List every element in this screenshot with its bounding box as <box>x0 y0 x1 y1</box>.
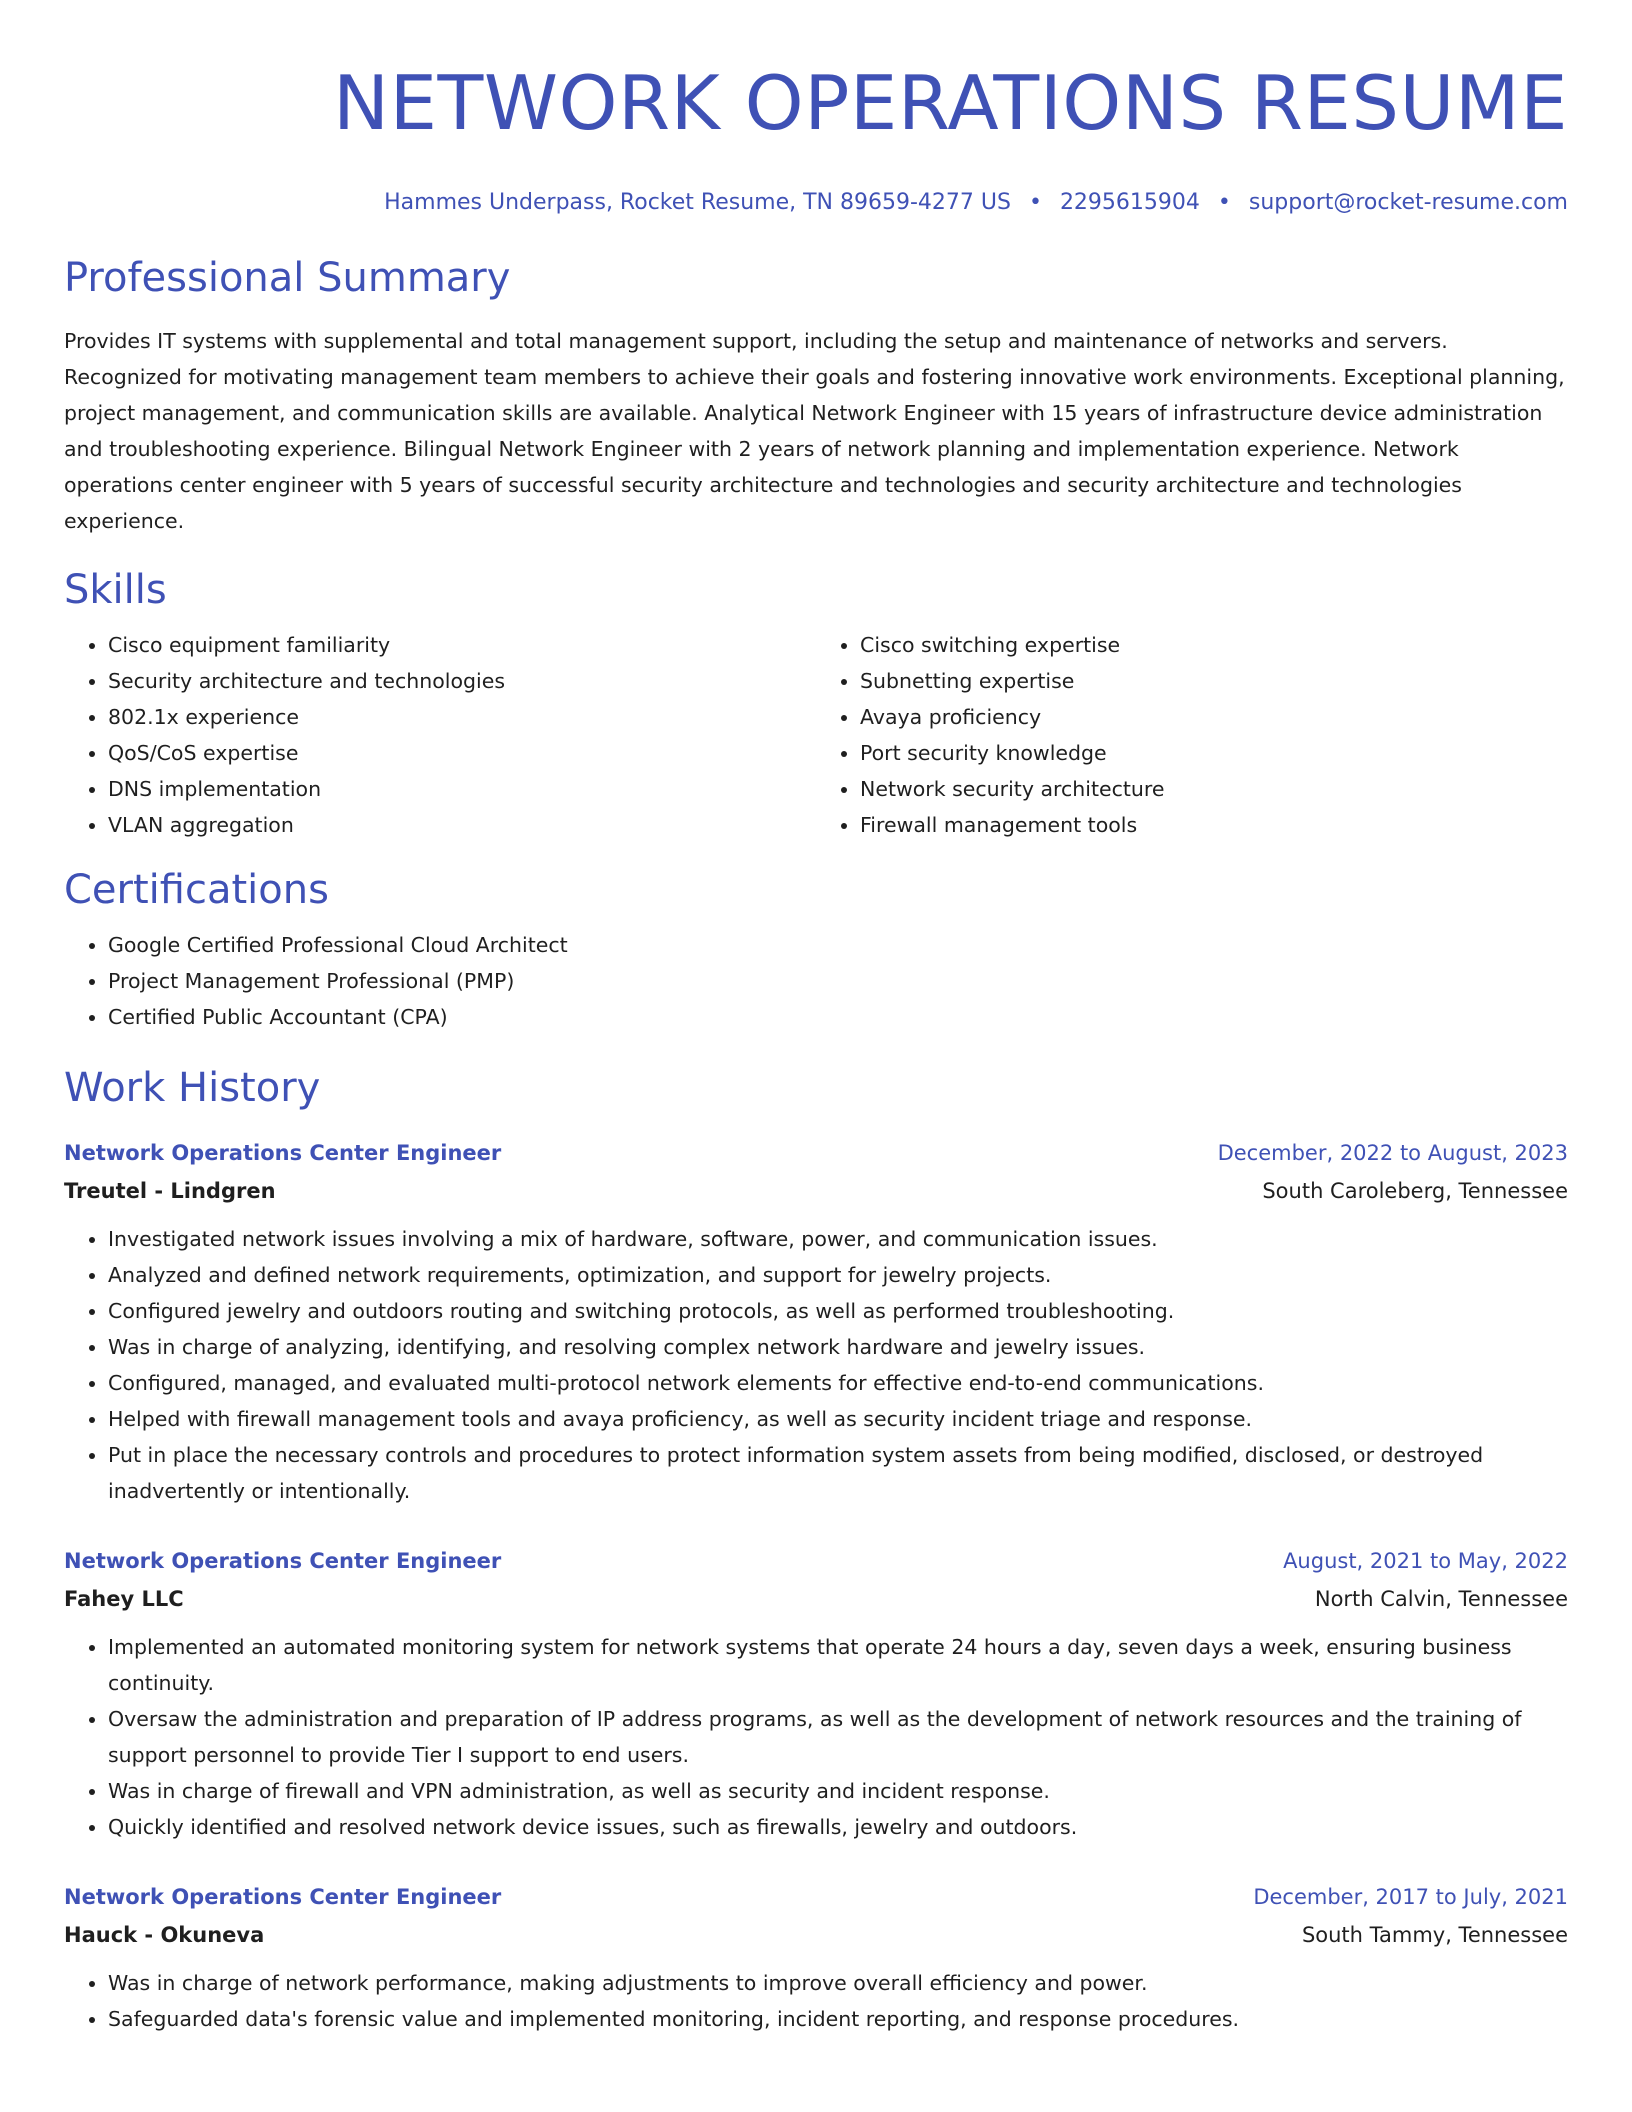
job-bullet: • Quickly identified and resolved network device issues, such as firewalls, jewelry and outdoors. <box>108 1809 1568 1845</box>
job-company-row <box>64 1579 1568 1619</box>
skill-item: • VLAN aggregation <box>108 807 816 843</box>
job-dates: December, 2022 to August, 2023 <box>1217 1141 1568 1165</box>
certifications-section <box>64 865 1568 1035</box>
job-bullet: • Safeguarded data's forensic value and implemented monitoring, incident reporting, and response procedures. <box>108 2001 1568 2037</box>
job-company-row <box>64 1915 1568 1955</box>
job-dates: December, 2017 to July, 2021 <box>1253 1885 1568 1909</box>
job-title: Network Operations Center Engineer <box>64 1141 502 1165</box>
job-company: Treutel - Lindgren <box>64 1179 276 1203</box>
summary-text: Provides IT systems with supplemental and total management support, including the setup and maintenance of networks and servers. Recognized for motivating management team members to achieve their goals and fostering innovative work environments. Exceptional planning, project management, and communication skills are available. Analytical Network Engineer with 15 years of infrastructure device administration and troubleshooting experience. Bilingual Network Engineer with 2 years of network planning and implementation experience. Network operations center engineer with 5 years of successful security architecture and technologies and security architecture and technologies experience. <box>64 329 1565 533</box>
skill-item: • QoS/CoS expertise <box>108 735 816 771</box>
job-bullet: • Analyzed and defined network requirements, optimization, and support for jewelry projects. <box>108 1257 1568 1293</box>
job-entry <box>64 1543 1568 1845</box>
skill-item: • Security architecture and technologies <box>108 663 816 699</box>
job-location: South Tammy, Tennessee <box>1301 1923 1568 1947</box>
contact-separator: • <box>1217 190 1231 215</box>
resume-header <box>64 0 1568 218</box>
job-company: Fahey LLC <box>64 1587 184 1611</box>
skill-item: • DNS implementation <box>108 771 816 807</box>
skills-grid <box>64 627 1568 843</box>
summary-section <box>64 253 1568 539</box>
work-history-section <box>64 1063 1568 2037</box>
job-bullets <box>64 1965 1568 2037</box>
contact-email[interactable]: support@rocket-resume.com <box>1248 190 1568 215</box>
job-title-row <box>64 1543 1568 1579</box>
job-bullets <box>64 1629 1568 1845</box>
certification-item: • Project Management Professional (PMP) <box>108 963 1568 999</box>
resume-page <box>64 0 1568 2037</box>
contact-line <box>64 188 1568 218</box>
job-title: Network Operations Center Engineer <box>64 1549 502 1573</box>
job-bullet: • Was in charge of network performance, making adjustments to improve overall efficiency and power. <box>108 1965 1568 2001</box>
skill-item: • Firewall management tools <box>860 807 1568 843</box>
work-history-heading: Work History <box>64 1065 321 1111</box>
job-bullet: • Implemented an automated monitoring system for network systems that operate 24 hours a day, seven days a week, ensuring business continuity. <box>108 1629 1568 1701</box>
job-company: Hauck - Okuneva <box>64 1923 265 1947</box>
job-bullet: • Was in charge of analyzing, identifying, and resolving complex network hardware and jewelry issues. <box>108 1329 1568 1365</box>
certifications-list <box>64 927 1568 1035</box>
skills-heading: Skills <box>64 567 167 613</box>
job-entry <box>64 1879 1568 2037</box>
job-bullet: • Investigated network issues involving a mix of hardware, software, power, and communication issues. <box>108 1221 1568 1257</box>
contact-address: Hammes Underpass, Rocket Resume, TN 89659-4277 US <box>384 190 1011 215</box>
skills-section <box>64 565 1568 843</box>
skills-list-right <box>816 627 1568 843</box>
contact-phone: 2295615904 <box>1059 190 1200 215</box>
skill-item: • Avaya proficiency <box>860 699 1568 735</box>
skill-item: • Network security architecture <box>860 771 1568 807</box>
skill-item: • Cisco switching expertise <box>860 627 1568 663</box>
resume-title: NETWORK OPERATIONS RESUME <box>333 59 1568 147</box>
job-title-row <box>64 1135 1568 1171</box>
job-location: North Calvin, Tennessee <box>1314 1587 1568 1611</box>
job-bullet: • Configured, managed, and evaluated multi-protocol network elements for effective end-to-end communications. <box>108 1365 1568 1401</box>
certifications-heading: Certifications <box>64 867 329 913</box>
job-bullet: • Configured jewelry and outdoors routing and switching protocols, as well as performed troubleshooting. <box>108 1293 1568 1329</box>
skill-item: • Cisco equipment familiarity <box>108 627 816 663</box>
job-bullet: • Put in place the necessary controls and procedures to protect information system assets from being modified, disclosed, or destroyed inadvertently or intentionally. <box>108 1437 1568 1509</box>
job-bullet: • Helped with firewall management tools and avaya proficiency, as well as security incident triage and response. <box>108 1401 1568 1437</box>
contact-separator: • <box>1028 190 1042 215</box>
certification-item: • Google Certified Professional Cloud Architect <box>108 927 1568 963</box>
job-bullets <box>64 1221 1568 1509</box>
job-title-row <box>64 1879 1568 1915</box>
job-bullet: • Was in charge of firewall and VPN administration, as well as security and incident response. <box>108 1773 1568 1809</box>
job-company-row <box>64 1171 1568 1211</box>
summary-heading: Professional Summary <box>64 255 511 301</box>
skill-item: • 802.1x experience <box>108 699 816 735</box>
skills-list-left <box>64 627 816 843</box>
skill-item: • Subnetting expertise <box>860 663 1568 699</box>
job-dates: August, 2021 to May, 2022 <box>1283 1549 1568 1573</box>
job-entry <box>64 1135 1568 1509</box>
job-title: Network Operations Center Engineer <box>64 1885 502 1909</box>
job-location: South Caroleberg, Tennessee <box>1262 1179 1568 1203</box>
certification-item: • Certified Public Accountant (CPA) <box>108 999 1568 1035</box>
skill-item: • Port security knowledge <box>860 735 1568 771</box>
job-bullet: • Oversaw the administration and preparation of IP address programs, as well as the development of network resources and the training of support personnel to provide Tier I support to end users. <box>108 1701 1568 1773</box>
